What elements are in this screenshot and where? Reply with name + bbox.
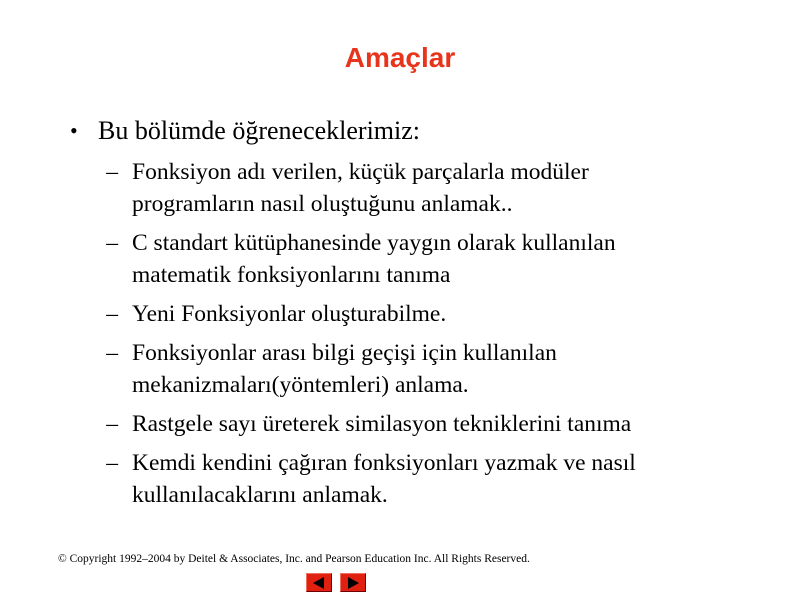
dash-marker: –	[106, 340, 118, 366]
sub-bullet-line: Kemdi kendini çağıran fonksiyonları yazmak ve nasıl	[132, 450, 636, 476]
sub-bullet-line: matematik fonksiyonlarını tanıma	[132, 262, 451, 288]
bullet-marker: •	[70, 118, 78, 143]
sub-bullet	[60, 447, 760, 511]
sub-bullet	[60, 298, 760, 330]
main-bullet-text: Bu bölümde öğreneceklerimiz:	[98, 116, 421, 145]
sub-bullet-text	[132, 408, 760, 440]
sub-bullet	[60, 227, 760, 291]
sub-bullet-line: mekanizmaları(yöntemleri) anlama.	[132, 372, 469, 398]
sub-bullet-text	[132, 156, 760, 220]
dash-marker: –	[106, 411, 118, 437]
dash-marker: –	[106, 301, 118, 327]
main-bullet	[60, 114, 760, 148]
sub-bullet-line: Rastgele sayı üreterek similasyon tekniklerini tanıma	[132, 411, 632, 437]
sub-bullet	[60, 408, 760, 440]
sub-bullet-line: programların nasıl oluştuğunu anlamak..	[132, 191, 513, 217]
sub-bullet-text	[132, 337, 760, 401]
sub-bullet-text	[132, 298, 760, 330]
sub-bullet-text	[132, 447, 760, 511]
triangle-left-icon	[312, 577, 326, 589]
dash-marker: –	[106, 230, 118, 256]
sub-bullet-text	[132, 227, 760, 291]
sub-bullet	[60, 337, 760, 401]
previous-slide-button[interactable]	[306, 573, 332, 592]
sub-bullet-list	[60, 156, 760, 511]
copyright-notice: © Copyright 1992–2004 by Deitel & Associates, Inc. and Pearson Education Inc. All Rights Reserved.	[58, 553, 530, 565]
triangle-right-icon	[346, 577, 360, 589]
dash-marker: –	[106, 159, 118, 185]
sub-bullet-line: kullanılacaklarını anlamak.	[132, 482, 388, 508]
sub-bullet-line: C standart kütüphanesinde yaygın olarak kullanılan	[132, 230, 616, 256]
sub-bullet	[60, 156, 760, 220]
sub-bullet-line: Fonksiyon adı verilen, küçük parçalarla modüler	[132, 159, 589, 185]
slide-navigation	[306, 573, 366, 592]
slide-content	[60, 114, 760, 518]
next-slide-button[interactable]	[340, 573, 366, 592]
sub-bullet-line: Fonksiyonlar arası bilgi geçişi için kullanılan	[132, 340, 557, 366]
slide-title: Amaçlar	[344, 42, 456, 73]
sub-bullet-line: Yeni Fonksiyonlar oluşturabilme.	[132, 301, 447, 327]
dash-marker: –	[106, 450, 118, 476]
